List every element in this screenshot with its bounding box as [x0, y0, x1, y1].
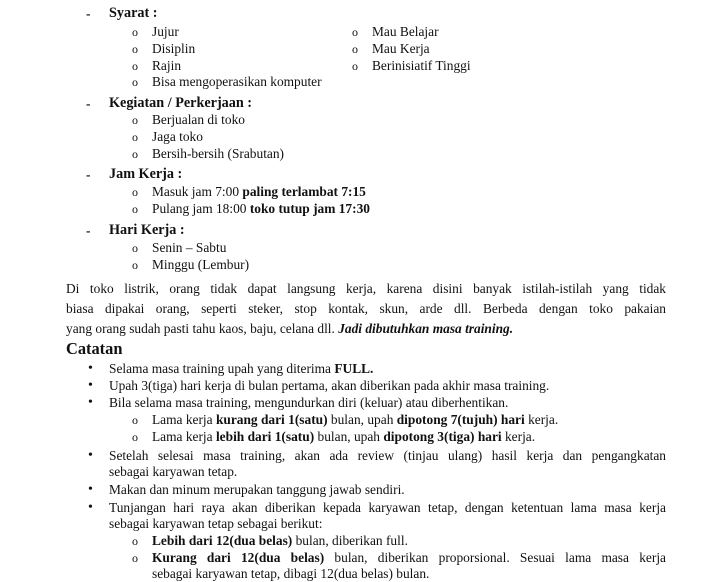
- circle-bullet: o: [132, 258, 138, 272]
- catatan-sub-note: Kurang dari 12(dua belas) bulan, diberikan proporsional. Sesuai lama masa kerja: [152, 550, 666, 565]
- syarat-item-mau-belajar: Mau Belajar: [372, 24, 439, 39]
- kegiatan-item: Bersih-bersih (Srabutan): [152, 146, 285, 161]
- catatan-note: Upah 3(tiga) hari kerja di bulan pertama, akan diberikan pada akhir masa training.: [109, 378, 550, 393]
- circle-bullet: o: [132, 185, 138, 199]
- dot-bullet: •: [88, 361, 93, 376]
- circle-bullet: o: [352, 42, 358, 56]
- kegiatan-item: Berjualan di toko: [152, 112, 245, 127]
- syarat-item-berinisiatif: Berinisiatif Tinggi: [372, 58, 471, 73]
- kegiatan-heading: Kegiatan / Perkerjaan :: [109, 95, 253, 111]
- syarat-item-mau-kerja: Mau Kerja: [372, 41, 430, 56]
- paragraph-emphasis: Jadi dibutuhkan masa training.: [338, 321, 514, 336]
- catatan-sub-note: Lama kerja lebih dari 1(satu) bulan, upah dipotong 3(tiga) hari kerja.: [152, 429, 536, 444]
- paragraph-line: biasa dipakai orang, seperti steker, stop kontak, skun, arde dll. Berbeda dengan toko pakaian: [66, 301, 666, 316]
- syarat-item-disiplin: Disiplin: [152, 41, 196, 56]
- catatan-note-continued: sebagai karyawan tetap.: [109, 464, 238, 479]
- syarat-heading: Syarat :: [109, 5, 158, 21]
- circle-bullet: o: [132, 25, 138, 39]
- circle-bullet: o: [352, 25, 358, 39]
- circle-bullet: o: [132, 241, 138, 255]
- catatan-heading: Catatan: [66, 339, 123, 358]
- catatan-note: Makan dan minum merupakan tanggung jawab sendiri.: [109, 482, 405, 497]
- dot-bullet: •: [88, 378, 93, 393]
- hari-kerja-item: Minggu (Lembur): [152, 257, 250, 272]
- circle-bullet: o: [132, 202, 138, 216]
- dash-bullet: -: [86, 96, 91, 111]
- catatan-note: Setelah selesai masa training, akan ada review (tinjau ulang) hasil kerja dan pengangkatan: [109, 448, 666, 463]
- circle-bullet: o: [132, 413, 138, 427]
- circle-bullet: o: [132, 130, 138, 144]
- circle-bullet: o: [132, 75, 138, 89]
- paragraph-line: yang orang sudah pasti tahu kaos, baju, celana dll. Jadi dibutuhkan masa training.: [66, 321, 514, 336]
- catatan-note: Bila selama masa training, mengundurkan diri (keluar) atau diberhentikan.: [109, 395, 509, 410]
- circle-bullet: o: [132, 534, 138, 548]
- circle-bullet: o: [132, 42, 138, 56]
- catatan-note: Selama masa training upah yang diterima FULL.: [109, 361, 374, 376]
- dash-bullet: -: [86, 167, 91, 182]
- catatan-note-continued: sebagai karyawan tetap sebagai berikut:: [109, 516, 323, 531]
- kegiatan-item: Jaga toko: [152, 129, 203, 144]
- circle-bullet: o: [132, 430, 138, 444]
- catatan-sub-note-continued: sebagai karyawan tetap, dibagi 12(dua belas) bulan.: [152, 566, 430, 581]
- dot-bullet: •: [88, 395, 93, 410]
- circle-bullet: o: [132, 147, 138, 161]
- syarat-item-komputer: Bisa mengoperasikan komputer: [152, 74, 322, 89]
- catatan-sub-note: Lama kerja kurang dari 1(satu) bulan, upah dipotong 7(tujuh) hari kerja.: [152, 412, 559, 427]
- catatan-note: Tunjangan hari raya akan diberikan kepada karyawan tetap, dengan ketentuan lama masa kerja: [109, 500, 666, 515]
- circle-bullet: o: [132, 59, 138, 73]
- dot-bullet: •: [88, 482, 93, 497]
- hari-kerja-heading: Hari Kerja :: [109, 222, 185, 238]
- dash-bullet: -: [86, 223, 91, 238]
- dash-bullet: -: [86, 6, 91, 21]
- catatan-sub-note: Lebih dari 12(dua belas) bulan, diberikan full.: [152, 533, 408, 548]
- circle-bullet: o: [132, 551, 138, 565]
- jam-kerja-masuk: Masuk jam 7:00 paling terlambat 7:15: [152, 184, 366, 199]
- dot-bullet: •: [88, 500, 93, 515]
- syarat-item-jujur: Jujur: [152, 24, 179, 39]
- jam-kerja-pulang: Pulang jam 18:00 toko tutup jam 17:30: [152, 201, 370, 216]
- circle-bullet: o: [352, 59, 358, 73]
- hari-kerja-item: Senin – Sabtu: [152, 240, 227, 255]
- dot-bullet: •: [88, 448, 93, 463]
- paragraph-line: Di toko listrik, orang tidak dapat langsung kerja, karena disini banyak istilah-istilah yang tidak: [66, 281, 666, 296]
- circle-bullet: o: [132, 113, 138, 127]
- syarat-item-rajin: Rajin: [152, 58, 182, 73]
- jam-kerja-heading: Jam Kerja :: [109, 166, 183, 182]
